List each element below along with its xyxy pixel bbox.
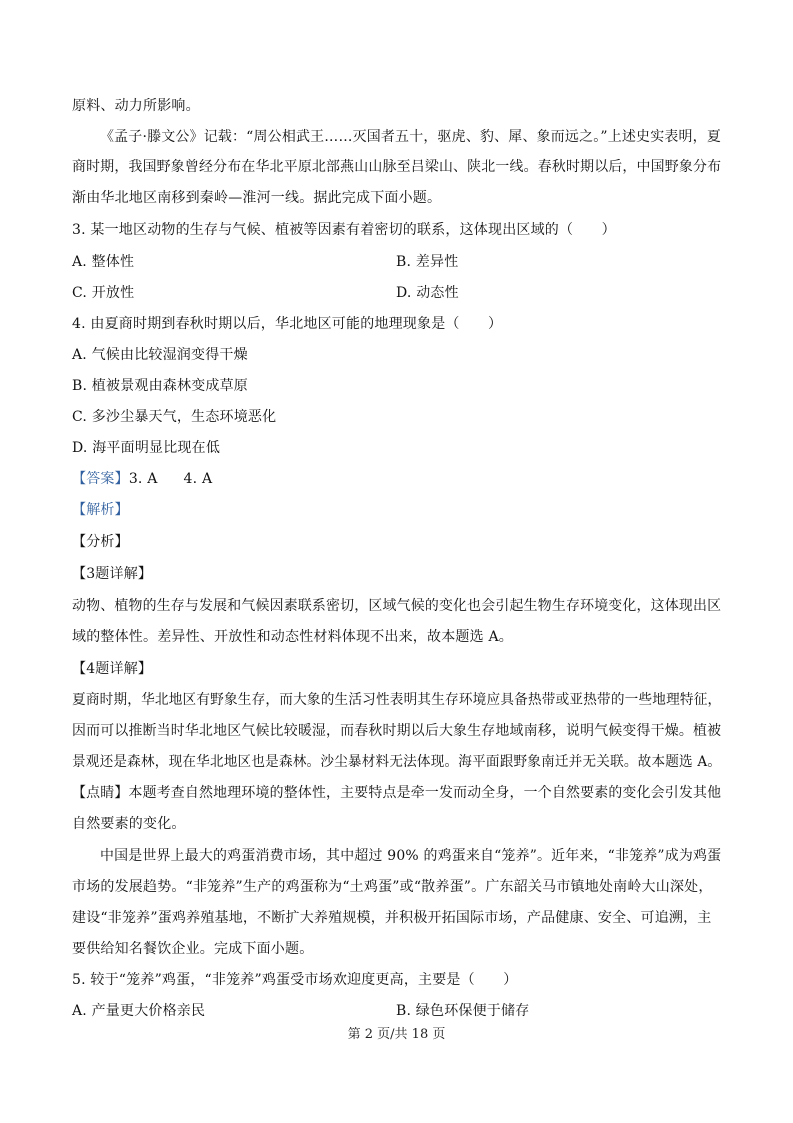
option-5b: B. 绿色环保便于储存 — [396, 1003, 530, 1019]
option-4a: A. 气候由比较湿润变得干燥 — [72, 347, 248, 363]
option-3d: D. 动态性 — [396, 285, 459, 301]
answer-3: 3. A — [128, 471, 158, 487]
question-3: 3. 某一地区动物的生存与气候、植被等因素有着密切的联系，这体现出区域的（ ） — [72, 222, 616, 238]
detail-3-tag: 【3题详解】 — [72, 566, 153, 582]
page-number: 第 2 页/共 18 页 — [347, 1027, 446, 1042]
dianjing-tag: 【点睛】 — [72, 785, 129, 801]
answer-line — [72, 469, 212, 489]
option-4c: C. 多沙尘暴天气，生态环境恶化 — [72, 409, 277, 425]
paragraph-line: 建设“非笼养”蛋鸡养殖基地，不断扩大养殖规模，并积极开拓国际市场，产品健康、安全、可追溯，主 — [72, 910, 712, 926]
analysis-tag: 【解析】 — [72, 502, 129, 518]
fenxi-tag: 【分析】 — [72, 534, 129, 550]
detail-3-line: 动物、植物的生存与发展和气候因素联系密切，区域气候的变化也会引起生物生存环境变化，这体现出区 — [72, 598, 722, 614]
detail-3-line: 域的整体性。差异性、开放性和动态性材料体现不出来，故本题选 A。 — [72, 629, 513, 645]
question-4: 4. 由夏商时期到春秋时期以后，华北地区可能的地理现象是（ ） — [72, 316, 503, 332]
question-5: 5. 较于“笼养”鸡蛋，“非笼养”鸡蛋受市场欢迎度更高，主要是（ ） — [72, 972, 518, 988]
detail-4-line: 景观还是森林，现在华北地区也是森林。沙尘暴材料无法体现。海平面跟野象南迁并无关联。故本题选 A。 — [72, 754, 722, 770]
dianjing-text: 本题考查自然地理环境的整体性，主要特点是牵一发而动全身，一个自然要素的变化会引发其他 — [128, 785, 722, 801]
answer-4: 4. A — [183, 471, 213, 487]
detail-4-tag: 【4题详解】 — [72, 661, 153, 677]
paragraph-line: 渐由华北地区南移到秦岭—淮河一线。据此完成下面小题。 — [72, 190, 442, 206]
dianjing-line — [72, 783, 721, 803]
option-4d: D. 海平面明显比现在低 — [72, 440, 221, 456]
option-3c: C. 开放性 — [72, 285, 135, 301]
option-4b: B. 植被景观由森林变成草原 — [72, 378, 248, 394]
option-3b: B. 差异性 — [396, 254, 459, 270]
text-line: 原料、动力所影响。 — [72, 98, 200, 114]
detail-4-line: 夏商时期，华北地区有野象生存，而大象的生活习性表明其生存环境应具备热带或亚热带的一些地理特征， — [72, 692, 722, 708]
option-3a: A. 整体性 — [72, 254, 135, 270]
dianjing-line: 自然要素的变化。 — [72, 816, 186, 832]
paragraph-line: 中国是世界上最大的鸡蛋消费市场，其中超过 90% 的鸡蛋来自“笼养”。近年来，“非笼养”成为鸡蛋 — [100, 848, 722, 864]
paragraph-line: 要供给知名餐饮企业。完成下面小题。 — [72, 941, 314, 957]
paragraph-line: 《孟子·滕文公》记载：“周公相武王……灭国者五十，驱虎、豹、犀、象而远之。”上述史实表明，夏 — [100, 129, 721, 145]
paragraph-line: 商时期，我国野象曾经分布在华北平原北部燕山山脉至吕梁山、陕北一线。春秋时期以后，中国野象分布 — [72, 159, 722, 175]
paragraph-line: 市场的发展趋势。“非笼养”生产的鸡蛋称为“土鸡蛋”或“散养蛋”。广东韶关马市镇地处南岭大山深处， — [72, 879, 713, 895]
detail-4-line: 因而可以推断当时华北地区气候比较暖湿，而春秋时期以后大象生存地域南移，说明气候变得干燥。植被 — [72, 723, 722, 739]
answer-tag: 【答案】 — [72, 471, 129, 487]
option-5a: A. 产量更大价格亲民 — [72, 1003, 206, 1019]
